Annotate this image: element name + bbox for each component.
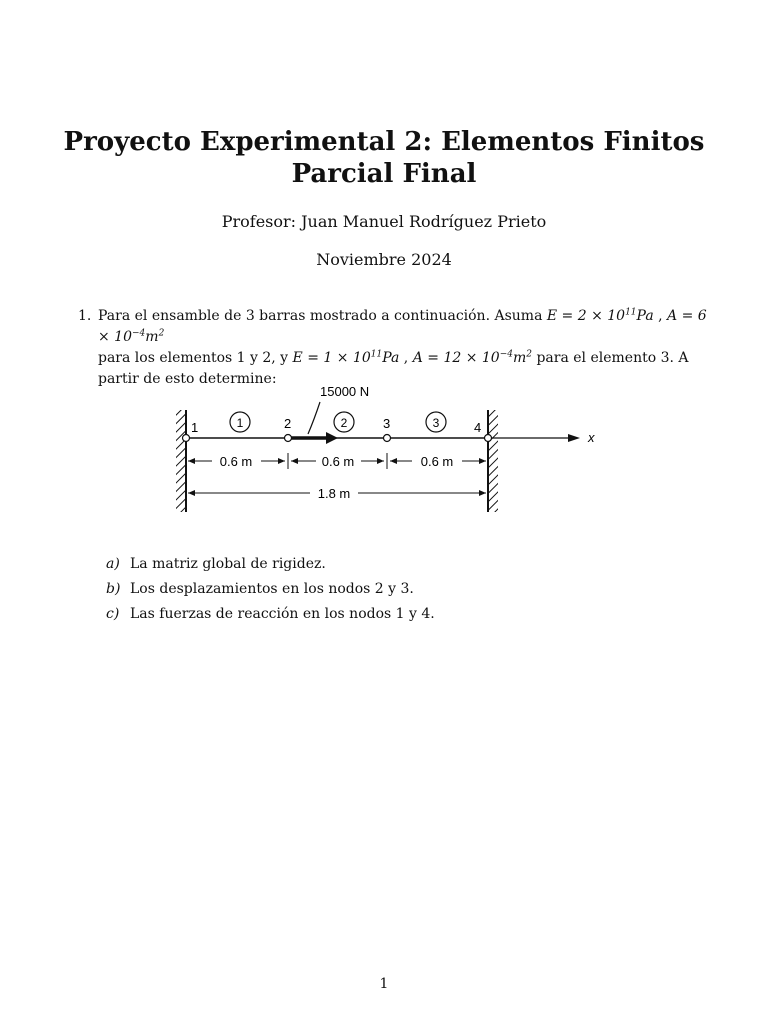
separator-2: , xyxy=(399,350,413,366)
question-item-b: b) Los desplazamientos en los nodos 2 y 3. xyxy=(106,581,414,597)
node-3-marker xyxy=(384,435,391,442)
date: Noviembre 2024 xyxy=(316,250,452,269)
total-length-label: 1.8 m xyxy=(317,486,351,501)
segment-label-2: 0.6 m xyxy=(321,454,355,469)
problem-1 xyxy=(78,306,718,390)
x-axis-label: x xyxy=(588,430,595,445)
title-line-1: Proyecto Experimental 2: Elementos Finitos xyxy=(63,127,705,157)
force-arrowhead xyxy=(326,432,338,444)
node-label-4: 4 xyxy=(474,420,482,435)
area-3: $A = 12 \times 10^{-4}m^2$ xyxy=(412,349,533,366)
modulus-1: $E = 2 \times 10^{11}Pa$ xyxy=(546,307,654,324)
page-number: 1 xyxy=(379,976,389,992)
left-wall-support xyxy=(176,410,186,512)
element-label-1: 1 xyxy=(236,416,244,430)
element-label-2: 2 xyxy=(340,416,348,430)
node-label-2: 2 xyxy=(284,416,292,431)
bar-assembly-figure xyxy=(168,380,608,520)
modulus-3: $E = 1 \times 10^{11}Pa$ xyxy=(292,349,400,366)
separator-1: , xyxy=(653,308,668,324)
right-wall-support xyxy=(488,410,498,512)
segment-label-1: 0.6 m xyxy=(219,454,253,469)
question-item-a: a) La matriz global de rigidez. xyxy=(106,556,326,572)
problem-text-c: para el elemento 3. A partir de esto determine: xyxy=(98,350,689,387)
problem-text-a: Para el ensamble de 3 barras mostrado a continuación. Asuma xyxy=(98,308,547,324)
node-label-3: 3 xyxy=(383,416,391,431)
problem-number: 1. xyxy=(78,308,92,324)
question-item-c: c) Las fuerzas de reacción en los nodos 1 y 4. xyxy=(106,606,435,622)
node-1-marker xyxy=(183,435,190,442)
title-line-2: Parcial Final xyxy=(291,159,477,189)
problem-text-b: para los elementos 1 y 2, y xyxy=(98,350,293,366)
author: Profesor: Juan Manuel Rodríguez Prieto xyxy=(221,212,547,231)
node-4-marker xyxy=(485,435,492,442)
node-label-1: 1 xyxy=(191,420,199,435)
problem-statement xyxy=(98,306,718,390)
area-1: $A = 6 \times 10^{-4}m^2$ xyxy=(98,308,707,345)
question-list xyxy=(106,552,706,627)
element-label-3: 3 xyxy=(432,416,440,430)
force-leader-line xyxy=(308,402,320,434)
node-2-marker xyxy=(285,435,292,442)
x-axis-arrowhead xyxy=(568,434,580,442)
segment-label-3: 0.6 m xyxy=(420,454,454,469)
force-label: 15000 N xyxy=(320,384,370,399)
